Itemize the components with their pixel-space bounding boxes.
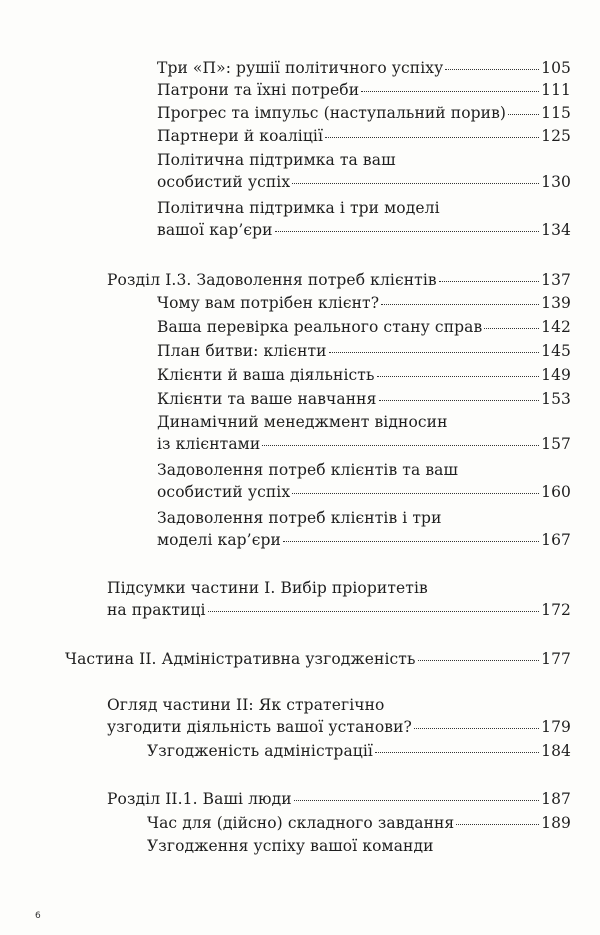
toc-entry bbox=[157, 292, 571, 314]
dot-leader bbox=[418, 660, 540, 661]
toc-entry-page: 189 bbox=[541, 814, 571, 832]
dot-leader bbox=[275, 231, 540, 232]
toc-entry-title: Клієнти й ваша діяльність bbox=[157, 366, 375, 384]
toc-entry-title: Задоволення потреб клієнтів і три bbox=[157, 509, 442, 527]
toc-entry-page: 177 bbox=[541, 650, 571, 668]
toc-entry bbox=[157, 149, 571, 193]
dot-leader bbox=[381, 304, 539, 305]
toc-overview bbox=[107, 694, 571, 738]
toc-entry-title: Частина ІІ. Адміністративна узгодженість bbox=[65, 650, 416, 668]
toc-entry-title: Узгодженість адміністрації bbox=[147, 742, 373, 760]
toc-entry-title: Політична підтримка і три моделі bbox=[157, 199, 440, 217]
toc-entry-page: 187 bbox=[541, 790, 571, 808]
toc-entry-page: 115 bbox=[541, 104, 571, 122]
dot-leader bbox=[329, 352, 539, 353]
dot-leader bbox=[445, 69, 539, 70]
toc-entry bbox=[157, 507, 571, 551]
toc-entry bbox=[157, 459, 571, 503]
toc-entry-title: Розділ І.3. Задоволення потреб клієнтів bbox=[107, 271, 437, 289]
dot-leader bbox=[292, 493, 539, 494]
toc-entry-title: Підсумки частини І. Вибір пріоритетів bbox=[107, 579, 428, 597]
dot-leader bbox=[377, 376, 540, 377]
dot-leader bbox=[294, 800, 539, 801]
toc-entry-page: 184 bbox=[541, 742, 571, 760]
toc-entry-page: 157 bbox=[541, 435, 571, 453]
dot-leader bbox=[292, 183, 539, 184]
dot-leader bbox=[208, 611, 539, 612]
toc-entry-page: 142 bbox=[541, 318, 571, 336]
toc-entry-title: Політична підтримка та ваш bbox=[157, 151, 396, 169]
toc-entry-page: 139 bbox=[541, 294, 571, 312]
dot-leader bbox=[484, 328, 539, 329]
dot-leader bbox=[325, 137, 539, 138]
toc-entry-title-cont: особистий успіх bbox=[157, 483, 291, 501]
dot-leader bbox=[361, 91, 539, 92]
toc-chapter bbox=[107, 269, 571, 291]
toc-entry-title: Розділ ІІ.1. Ваші люди bbox=[107, 790, 292, 808]
toc-entry bbox=[157, 340, 571, 362]
dot-leader bbox=[414, 728, 539, 729]
toc-entry-page: 145 bbox=[541, 342, 571, 360]
toc-entry-title: Огляд частини ІІ: Як стратегічно bbox=[107, 696, 385, 714]
toc-entry bbox=[157, 57, 571, 79]
toc-entry-page: 137 bbox=[541, 271, 571, 289]
toc-entry-page: 179 bbox=[541, 718, 571, 736]
toc-entry bbox=[157, 411, 571, 455]
toc-entry-page: 134 bbox=[541, 221, 571, 239]
toc-entry-title-cont: особистий успіх bbox=[157, 173, 291, 191]
toc-entry-title-cont: вашої кар’єри bbox=[157, 221, 273, 239]
toc-entry-page: 105 bbox=[541, 59, 571, 77]
dot-leader bbox=[262, 445, 539, 446]
toc-part bbox=[65, 648, 571, 670]
toc-entry-page: 153 bbox=[541, 390, 571, 408]
toc-chapter bbox=[107, 788, 571, 810]
toc-entry bbox=[157, 388, 571, 410]
toc-entry-title-cont: із клієнтами bbox=[157, 435, 261, 453]
dot-leader bbox=[456, 824, 539, 825]
toc-entry-page: 111 bbox=[541, 81, 571, 99]
dot-leader bbox=[508, 114, 539, 115]
dot-leader bbox=[375, 752, 539, 753]
toc-entry-title: Прогрес та імпульс (наступальний порив) bbox=[157, 104, 507, 122]
toc-entry bbox=[157, 125, 571, 147]
toc-entry-title: Узгодження успіху вашої команди bbox=[147, 837, 434, 855]
toc-entry-title: Патрони та їхні потреби bbox=[157, 81, 360, 99]
toc-entry-title: Чому вам потрібен клієнт? bbox=[157, 294, 380, 312]
toc-entry-page: 130 bbox=[541, 173, 571, 191]
toc-entry bbox=[157, 79, 571, 101]
dot-leader bbox=[439, 281, 539, 282]
dot-leader bbox=[283, 541, 539, 542]
toc-entry-title: Задоволення потреб клієнтів та ваш bbox=[157, 461, 459, 479]
toc-entry bbox=[157, 364, 571, 386]
toc-entry-title: План битви: клієнти bbox=[157, 342, 327, 360]
toc-entry-title: Партнери й коаліції bbox=[157, 127, 324, 145]
toc-entry bbox=[157, 316, 571, 338]
page-number: 6 bbox=[35, 911, 41, 921]
dot-leader bbox=[379, 400, 540, 401]
toc-entry-page: 125 bbox=[541, 127, 571, 145]
toc-entry bbox=[157, 102, 571, 124]
toc-entry-title: Час для (дійсно) складного завдання bbox=[147, 814, 455, 832]
toc-entry-page: 149 bbox=[541, 366, 571, 384]
toc-entry-title-cont: узгодити діяльність вашої установи? bbox=[107, 718, 412, 736]
toc-entry bbox=[147, 835, 571, 857]
toc-entry bbox=[157, 197, 571, 241]
toc-entry-title: Динамічний менеджмент відносин bbox=[157, 413, 448, 431]
toc-entry-title: Ваша перевірка реального стану справ bbox=[157, 318, 483, 336]
toc-entry bbox=[147, 812, 571, 834]
toc-entry bbox=[147, 740, 571, 762]
toc-entry-page: 172 bbox=[541, 601, 571, 619]
toc-entry-page: 167 bbox=[541, 531, 571, 549]
toc-entry-page: 160 bbox=[541, 483, 571, 501]
toc-entry-title: Клієнти та ваше навчання bbox=[157, 390, 377, 408]
toc-entry-title: Три «П»: рушії політичного успіху bbox=[157, 59, 444, 77]
toc-entry-title-cont: моделі кар’єри bbox=[157, 531, 281, 549]
toc-entry-title-cont: на практиці bbox=[107, 601, 206, 619]
toc-summary bbox=[107, 577, 571, 621]
